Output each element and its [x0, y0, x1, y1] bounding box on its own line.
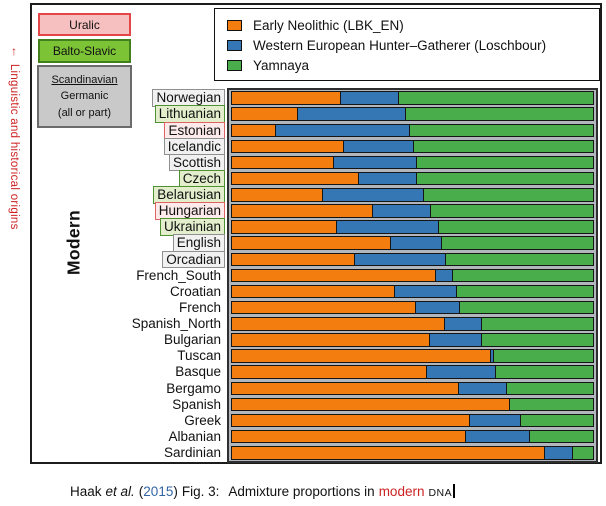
population-label: Greek — [184, 412, 221, 428]
bar-row — [231, 171, 594, 187]
bar-segment-yamnaya — [510, 398, 594, 412]
bar-row — [231, 267, 594, 283]
bar-row — [231, 284, 594, 300]
bar-segment-en — [231, 204, 373, 218]
population-labels — [52, 90, 225, 461]
bar-segment-whg — [373, 204, 431, 218]
bar-segment-yamnaya — [453, 269, 594, 283]
population-label: Albanian — [168, 428, 221, 444]
bar-segment-yamnaya — [507, 382, 594, 396]
bar-segment-yamnaya — [406, 107, 594, 121]
population-label: Estonian — [164, 122, 225, 140]
origin-box-line-germanic: Germanic — [60, 90, 109, 103]
population-label: French — [178, 299, 221, 315]
side-note — [3, 44, 21, 444]
population-label-row — [52, 251, 225, 267]
bar-segment-yamnaya — [417, 156, 594, 170]
bar-row — [231, 396, 594, 412]
population-label-row — [52, 284, 225, 300]
bar-segment-whg — [466, 430, 530, 444]
legend-item — [227, 15, 599, 35]
bar-segment-en — [231, 333, 430, 347]
population-label: Sardinian — [163, 445, 221, 461]
bar-row — [231, 413, 594, 429]
bar-segment-whg — [545, 446, 573, 460]
population-label: Orcadian — [162, 251, 225, 269]
bar-row — [231, 251, 594, 267]
population-label: Bulgarian — [163, 332, 221, 348]
population-label: Spanish — [172, 396, 221, 412]
population-label: English — [173, 234, 225, 252]
legend-item — [227, 35, 599, 55]
bar-row — [231, 445, 594, 461]
origin-box-line-scandinavian: Scandinavian — [51, 73, 118, 86]
population-label-row — [52, 235, 225, 251]
bar-segment-en — [231, 430, 466, 444]
population-label: Lithuanian — [155, 105, 225, 123]
origin-box-balto-slavic: Balto-Slavic — [38, 39, 131, 63]
legend — [214, 8, 600, 81]
population-label-row — [52, 122, 225, 138]
bar-row — [231, 106, 594, 122]
bar-row — [231, 429, 594, 445]
legend-items — [227, 15, 599, 75]
bar-segment-yamnaya — [482, 317, 594, 331]
population-label-row — [52, 90, 225, 106]
population-label: Hungarian — [155, 202, 225, 220]
population-label: Scottish — [169, 154, 225, 172]
bar-row — [231, 300, 594, 316]
origin-box-line-all-or-part: (all or part) — [57, 106, 112, 119]
bar-row — [231, 316, 594, 332]
bar-segment-yamnaya — [439, 220, 594, 234]
caption-dna: DNA — [428, 487, 453, 499]
legend-swatch-en — [227, 20, 242, 31]
bar-segment-whg — [355, 253, 446, 267]
population-label-row — [52, 155, 225, 171]
modern-axis-label: Modern — [63, 210, 84, 276]
bar-row — [231, 155, 594, 171]
bar-segment-en — [231, 172, 359, 186]
bar-segment-en — [231, 91, 341, 105]
population-label: Bergamo — [166, 380, 221, 396]
text-cursor — [453, 484, 455, 498]
bar-row — [231, 90, 594, 106]
caption-author: Haak — [70, 484, 102, 499]
bar-segment-yamnaya — [521, 414, 594, 428]
population-label-row — [52, 364, 225, 380]
caption-open-paren: ( — [138, 484, 144, 499]
population-label-row — [52, 429, 225, 445]
bar-segment-en — [231, 156, 334, 170]
population-label: Norwegian — [152, 89, 225, 107]
bar-segment-en — [231, 414, 470, 428]
bar-row — [231, 138, 594, 154]
bar-segment-en — [231, 107, 298, 121]
population-label-row — [52, 300, 225, 316]
population-label: Belarusian — [153, 186, 225, 204]
bar-row — [231, 364, 594, 380]
population-label: Ukrainian — [160, 218, 225, 236]
bar-segment-en — [231, 236, 391, 250]
population-label-row — [52, 413, 225, 429]
population-label-row — [52, 267, 225, 283]
bar-segment-en — [231, 253, 355, 267]
bar-segment-yamnaya — [530, 430, 594, 444]
bar-segment-en — [231, 382, 459, 396]
population-label-row — [52, 316, 225, 332]
bar-segment-yamnaya — [446, 253, 594, 267]
population-label: Tuscan — [177, 348, 221, 364]
legend-label: Yamnaya — [253, 57, 310, 73]
bar-row — [231, 187, 594, 203]
bar-segment-yamnaya — [494, 349, 594, 363]
legend-label: Western European Hunter–Gatherer (Loschbour) — [253, 37, 547, 53]
up-arrow-icon: ↑ — [7, 44, 21, 59]
bar-segment-whg — [430, 333, 481, 347]
bar-segment-whg — [276, 124, 410, 138]
bar-segment-whg — [416, 301, 460, 315]
bar-segment-whg — [359, 172, 417, 186]
bar-segment-en — [231, 140, 344, 154]
caption-highlight: modern — [378, 484, 425, 499]
bar-segment-whg — [337, 220, 439, 234]
population-label: Croatian — [169, 283, 221, 299]
bar-segment-whg — [436, 269, 453, 283]
bar-segment-whg — [427, 365, 496, 379]
bar-row — [231, 332, 594, 348]
caption-close-paren: ) — [173, 484, 178, 499]
bar-segment-en — [231, 220, 337, 234]
caption-fig-label: Fig. 3: — [181, 484, 220, 499]
caption-year: 2015 — [143, 484, 174, 499]
bar-segment-en — [231, 349, 491, 363]
population-label: Czech — [179, 170, 225, 188]
bar-segment-whg — [445, 317, 482, 331]
bar-segment-yamnaya — [414, 140, 595, 154]
population-label: Spanish_North — [131, 316, 221, 332]
bar-segment-en — [231, 188, 323, 202]
bar-segment-en — [231, 446, 545, 460]
bar-segment-en — [231, 301, 416, 315]
population-label-row — [52, 380, 225, 396]
figure-frame — [30, 3, 602, 464]
population-label-row — [52, 348, 225, 364]
bar-segment-en — [231, 365, 427, 379]
bar-segment-en — [231, 398, 510, 412]
bar-segment-yamnaya — [424, 188, 594, 202]
bar-row — [231, 219, 594, 235]
caption-body: Admixture proportions in — [228, 484, 375, 499]
legend-item — [227, 55, 599, 75]
bar-segment-whg — [395, 285, 457, 299]
bar-row — [231, 235, 594, 251]
side-note-text: Linguistic and historical origins — [8, 63, 20, 230]
bar-segment-whg — [344, 140, 413, 154]
legend-swatch-yamnaya — [227, 60, 242, 71]
bar-segment-en — [231, 124, 276, 138]
population-label-row — [52, 187, 225, 203]
bar-segment-en — [231, 317, 445, 331]
population-label: Basque — [175, 364, 221, 380]
bars-panel — [227, 88, 598, 463]
population-label: Icelandic — [164, 138, 225, 156]
bar-row — [231, 122, 594, 138]
population-label-row — [52, 219, 225, 235]
bar-segment-yamnaya — [410, 124, 594, 138]
bar-row — [231, 380, 594, 396]
bar-segment-whg — [334, 156, 418, 170]
population-label-row — [52, 171, 225, 187]
bar-row — [231, 203, 594, 219]
population-label-row — [52, 203, 225, 219]
bar-segment-whg — [391, 236, 442, 250]
bar-segment-whg — [341, 91, 399, 105]
origin-box-uralic: Uralic — [38, 13, 131, 36]
bar-segment-yamnaya — [457, 285, 594, 299]
legend-label: Early Neolithic (LBK_EN) — [253, 17, 404, 33]
bar-row — [231, 348, 594, 364]
bar-segment-yamnaya — [399, 91, 594, 105]
bar-segment-en — [231, 269, 436, 283]
bar-segment-yamnaya — [431, 204, 594, 218]
bar-segment-whg — [323, 188, 425, 202]
bar-segment-en — [231, 285, 395, 299]
caption[interactable] — [70, 484, 455, 499]
bar-segment-yamnaya — [442, 236, 594, 250]
population-label: French_South — [136, 267, 221, 283]
bar-segment-yamnaya — [496, 365, 594, 379]
population-label-row — [52, 106, 225, 122]
caption-etal: et al. — [105, 484, 135, 499]
bar-segment-yamnaya — [482, 333, 594, 347]
population-label-row — [52, 396, 225, 412]
bar-segment-yamnaya — [417, 172, 594, 186]
population-label-row — [52, 332, 225, 348]
bar-segment-yamnaya — [573, 446, 594, 460]
bar-segment-whg — [459, 382, 507, 396]
bar-segment-whg — [298, 107, 407, 121]
bar-segment-yamnaya — [460, 301, 594, 315]
legend-swatch-whg — [227, 40, 242, 51]
population-label-row — [52, 445, 225, 461]
population-label-row — [52, 138, 225, 154]
bar-segment-whg — [470, 414, 521, 428]
